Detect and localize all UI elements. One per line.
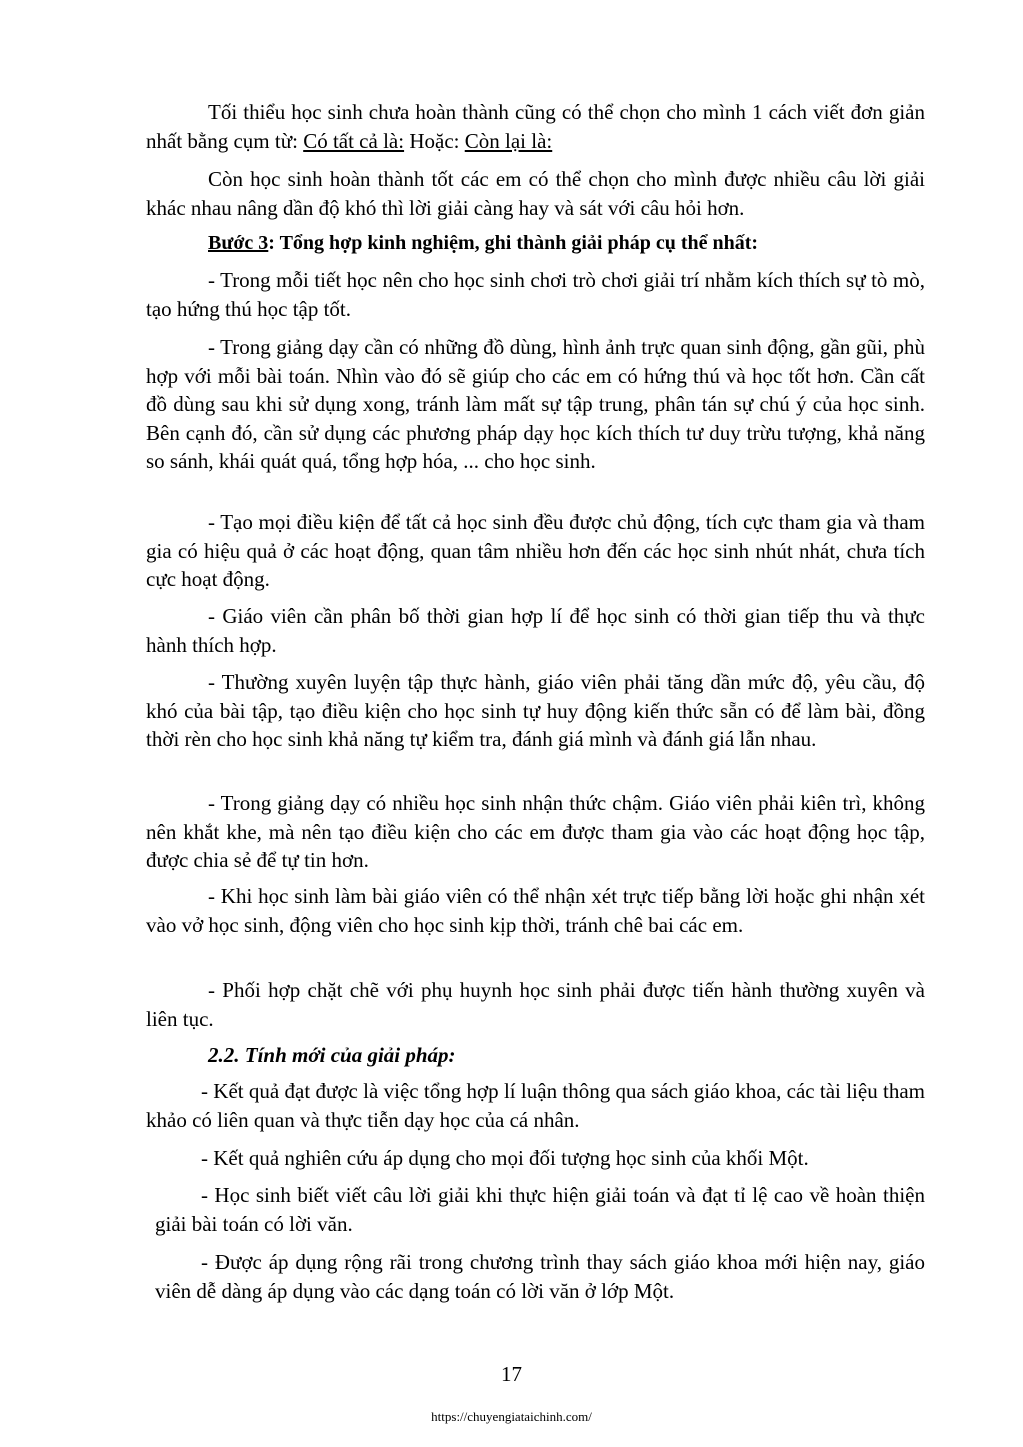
bullet-games: - Trong mỗi tiết học nên cho học sinh chơi trò chơi giải trí nhằm kích thích sự tò mò, tạo hứng thú học tập tốt. bbox=[146, 268, 925, 321]
novelty-point-4: - Được áp dụng rộng rãi trong chương trình thay sách giáo khoa mới hiện nay, giáo viên dễ dàng áp dụng vào các dạng toán có lời văn ở lớp Một. bbox=[155, 1250, 925, 1303]
bullet-time-allocation: - Giáo viên cần phân bố thời gian hợp lí để học sinh có thời gian tiếp thu và thực hành thích hợp. bbox=[146, 604, 925, 657]
novelty-point-3: - Học sinh biết viết câu lời giải khi thực hiện giải toán và đạt tỉ lệ cao về hoàn thiện giải bài toán có lời văn. bbox=[155, 1183, 925, 1236]
step-3-title: : Tổng hợp kinh nghiệm, ghi thành giải pháp cụ thể nhất: bbox=[268, 232, 759, 254]
bullet-participation: - Tạo mọi điều kiện để tất cả học sinh đều được chủ động, tích cực tham gia và tham gia có hiệu quả ở các hoạt động, quan tâm nhiều hơn đến các học sinh nhút nhát, chưa tích cực hoạt động. bbox=[146, 510, 925, 591]
paragraph-good-students: Còn học sinh hoàn thành tốt các em có thể chọn cho mình được nhiều câu lời giải khác nhau nâng dần độ khó thì lời giải càng hay và sát với câu hỏi hơn. bbox=[146, 167, 925, 220]
underlined-phrase-total: Có tất cả là: bbox=[303, 128, 405, 153]
bullet-feedback: - Khi học sinh làm bài giáo viên có thể nhận xét trực tiếp bằng lời hoặc ghi nhận xét vào vở học sinh, động viên cho học sinh kịp thời, tránh chê bai các em. bbox=[146, 884, 925, 937]
bullet-slow-learners: - Trong giảng dạy có nhiều học sinh nhận thức chậm. Giáo viên phải kiên trì, không nên khắt khe, mà nên tạo điều kiện cho các em được tham gia vào các hoạt động học tập, được chia sẻ để tự tin hơn. bbox=[146, 791, 925, 872]
section-heading-2-2: 2.2. Tính mới của giải pháp: bbox=[208, 1043, 456, 1067]
bullet-visual-aids: - Trong giảng dạy cần có những đồ dùng, hình ảnh trực quan sinh động, gần gũi, phù hợp với mỗi bài toán. Nhìn vào đó sẽ giúp cho các em có hứng thú và học tốt hơn. Cần cất đồ dùng sau khi sử dụng xong, tránh làm mất sự tập trung, phân tán sự chú ý của học sinh. Bên cạnh đó, cần sử dụng các phương pháp dạy học kích thích tư duy trừu tượng, khả năng so sánh, khái quát quá, tổng hợp hóa, ... cho học sinh. bbox=[146, 335, 925, 473]
paragraph-text: Hoặc: bbox=[404, 128, 465, 153]
bullet-practice: - Thường xuyên luyện tập thực hành, giáo viên phải tăng dần mức độ, yêu cầu, độ khó của bài tập, tạo điều kiện cho học sinh tự huy động kiến thức sẵn có để làm bài, đồng thời rèn cho học sinh khả năng tự kiểm tra, đánh giá mình và đánh giá lẫn nhau. bbox=[146, 670, 925, 751]
footer-url[interactable]: https://chuyengiataichinh.com/ bbox=[431, 1409, 592, 1424]
step-3-label: Bước 3 bbox=[208, 232, 269, 254]
paragraph-text: Tối thiểu học sinh chưa hoàn thành cũng có thể chọn cho mình 1 cách viết đơn giản nhất bằng cụm từ: bbox=[146, 100, 925, 153]
bullet-parents: - Phối hợp chặt chẽ với phụ huynh học sinh phải được tiến hành thường xuyên và liên tục. bbox=[146, 978, 925, 1031]
page-number: 17 bbox=[501, 1362, 522, 1386]
novelty-point-1: - Kết quả đạt được là việc tổng hợp lí luận thông qua sách giáo khoa, các tài liệu tham khảo có liên quan và thực tiễn dạy học của cá nhân. bbox=[146, 1079, 925, 1132]
paragraph-minimum-students bbox=[146, 98, 925, 155]
novelty-point-2: - Kết quả nghiên cứu áp dụng cho mọi đối tượng học sinh của khối Một. bbox=[201, 1146, 809, 1170]
step-3-heading bbox=[146, 229, 925, 258]
underlined-phrase-remaining: Còn lại là: bbox=[464, 128, 553, 153]
